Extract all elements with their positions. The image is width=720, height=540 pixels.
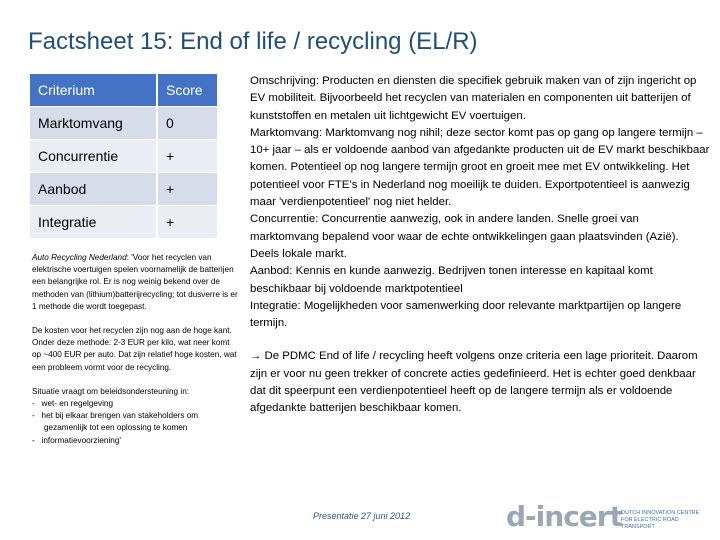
table-row: [30, 206, 217, 239]
paragraph-gap: [250, 332, 710, 348]
list-item: - het bij elkaar brengen van stakeholders om gezamenlijk tot een oplossing te komen: [32, 411, 199, 433]
integratie-paragraph: Integratie: Mogelijkheden voor samenwerking door relevante marktpartijen op langere termijn.: [250, 299, 682, 330]
description-panel: [250, 73, 710, 418]
criterium-cell: Integratie: [30, 206, 157, 239]
marktomvang-paragraph: Marktomvang: Marktomvang nog nihil; deze sector komt pas op gang op langere termijn – 10+ jaar – als er voldoende aanbod van afgedankte producten uit de EV markt beschikbaar komen. Potentieel op nog langere termijn groot en groeit mee met EV ontwikkeling. Het potentieel voor FTE’s in Nederland nog moeilijk te duiden. Exportpotentieel is aanwezig maar 'verdienpotentieel' nog niet helder.: [250, 126, 710, 209]
conclusion-paragraph: [250, 348, 710, 417]
logo-tagline: DUTCH INNOVATION CENTRE FOR ELECTRIC ROAD TRANSPORT: [621, 510, 700, 530]
list-item: - informatievoorziening': [32, 435, 121, 445]
criterium-cell: Concurrentie: [30, 140, 157, 173]
quote-paragraph: [32, 252, 238, 313]
presentation-date: Presentatie 27 juni 2012: [313, 511, 411, 521]
slide-title: Factsheet 15: End of life / recycling (EL/R): [28, 28, 478, 55]
score-cell: +: [157, 206, 217, 239]
criterium-cell: Marktomvang: [30, 107, 157, 140]
d-incert-logo: d-incert: [506, 500, 622, 533]
costs-paragraph: De kosten voor het recyclen zijn nog aan de hoge kant. Onder deze methode: 2-3 EUR per kilo, wat neer komt op ~400 EUR per auto. Dat zijn relatief hoge kosten, wat een probleem vormt voor de recycling.: [32, 326, 237, 372]
score-cell: +: [157, 140, 217, 173]
policy-intro: Situatie vraagt om beleidsondersteuning in:: [32, 386, 190, 396]
quote-source: Auto Recycling Nederland: [32, 253, 127, 262]
arrow-right-icon: →: [250, 350, 262, 363]
aanbod-paragraph: Aanbod: Kennis en kunde aanwezig. Bedrijven tonen interesse en kapitaal komt beschikbaar bij voldoende marktpotentieel: [250, 265, 653, 295]
table-row: [30, 173, 217, 206]
table-row: [30, 107, 217, 140]
quote-text: : 'Voor het recyclen van elektrische voertuigen spelen voornamelijk de batterijen een belangrijke rol. Er is nog weinig bekend over de methoden van (lithium)batterijrecycling; tot dusverre is er 1 methode die wordt toegepast.: [32, 253, 238, 311]
criterium-cell: Aanbod: [30, 173, 157, 206]
header-score: Score: [157, 74, 217, 107]
score-cell: 0: [157, 107, 217, 140]
policy-list: [32, 398, 238, 447]
conclusion-text: De PDMC End of life / recycling heeft volgens onze criteria een lage prioriteit. Daarom zijn er voor nu geen trekker of concrete acties gedefinieerd. Het is echter goed denkbaar dat dit speerpunt een verdienpotentieel heeft op de langere termijn als er voldoende afgedankte batterijen beschikbaar komen.: [250, 350, 698, 415]
table-row: [30, 140, 217, 173]
concurrentie-paragraph: Concurrentie: Concurrentie aanwezig, ook in andere landen. Snelle groei van marktomvang bepalend voor waar de echte ontwikkelingen gaan plaatsvinden (Azië). Deels lokale markt.: [250, 213, 679, 260]
list-item: - wet- en regelgeving: [32, 399, 114, 409]
criteria-table: [30, 74, 217, 239]
score-cell: +: [157, 173, 217, 206]
omschrijving-paragraph: Omschrijving: Producten en diensten die specifiek gebruik maken van of zijn ingericht op EV mobiliteit. Bijvoorbeeld het recyclen van materialen en componenten uit batterijen of kunststoffen en metalen uit lichtgewicht EV voertuigen.: [250, 75, 697, 122]
notes-panel: [32, 252, 238, 447]
header-criterium: Criterium: [30, 74, 157, 107]
table-header-row: [30, 74, 217, 107]
